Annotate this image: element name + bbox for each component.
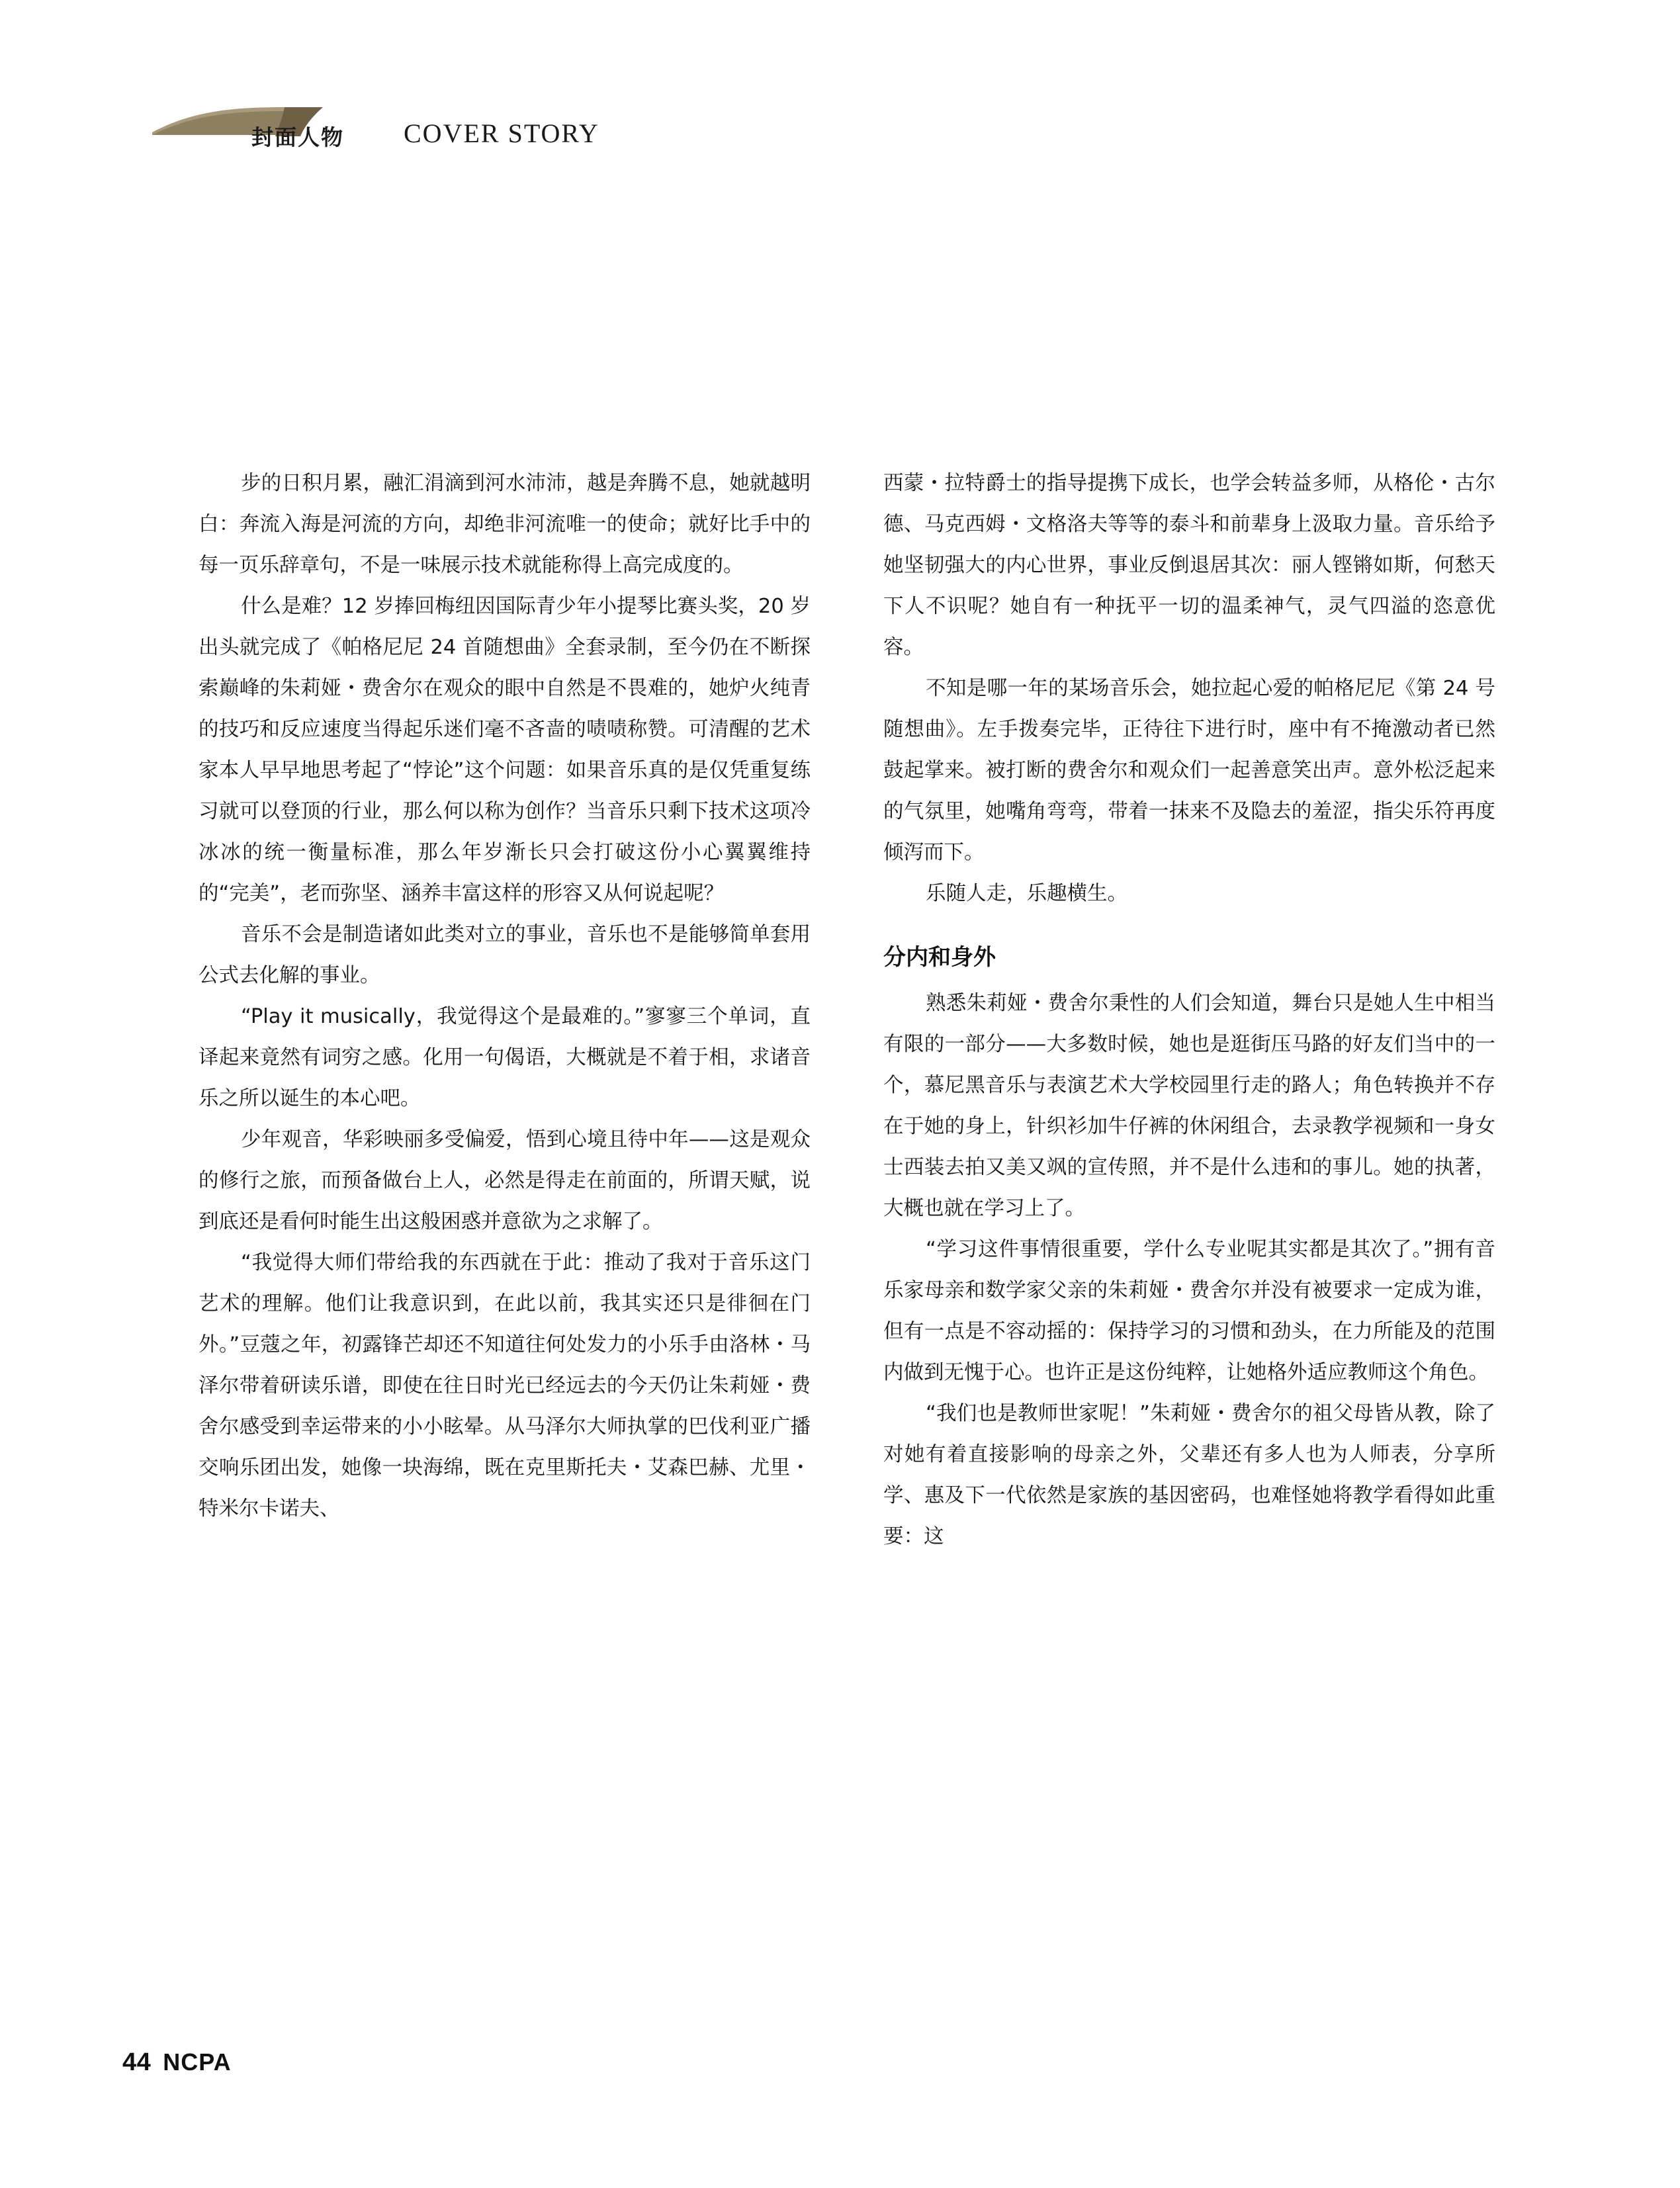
paragraph: 不知是哪一年的某场音乐会，她拉起心爱的帕格尼尼《第 24 号随想曲》。左手拨奏完毕，正待往下进行时，座中有不掩激动者已然鼓起掌来。被打断的费舍尔和观众们一起善意笑出声。意外松泛起来的气氛里，她嘴角弯弯，带着一抹来不及隐去的羞涩，指尖乐符再度倾泻而下。 (883, 677, 1495, 864)
left-column (199, 463, 811, 1557)
page-footer (122, 2048, 232, 2077)
article-body (199, 463, 1495, 1557)
page-number: 44 (122, 2048, 152, 2076)
paragraph: “Play it musically，我觉得这个是最难的。”寥寥三个单词，直译起来竟然有词穷之感。化用一句偈语，大概就是不着于相，求诸音乐之所以诞生的本心吧。 (199, 1005, 811, 1110)
paragraph: 什么是难？12 岁捧回梅纽因国际青少年小提琴比赛头奖，20 岁出头就完成了《帕格尼尼 24 首随想曲》全套录制，至今仍在不断探索巅峰的朱莉娅・费舍尔在观众的眼中自然是不畏难的，她炉火纯青的技巧和反应速度当得起乐迷们毫不吝啬的啧啧称赞。可清醒的艺术家本人早早地思考起了“悖论”这个问题：如果音乐真的是仅凭重复练习就可以登顶的行业，那么何以称为创作？当音乐只剩下技术这项冷冰冰的统一衡量标准，那么年岁渐长只会打破这份小心翼翼维持的“完美”，老而弥坚、涵养丰富这样的形容又从何说起呢？ (199, 595, 811, 905)
paragraph: “我觉得大师们带给我的东西就在于此：推动了我对于音乐这门艺术的理解。他们让我意识到，在此以前，我其实还只是徘徊在门外。”豆蔻之年，初露锋芒却还不知道往何处发力的小乐手由洛林・马泽尔带着研读乐谱，即使在往日时光已经远去的今天仍让朱莉娅・费舍尔感受到幸运带来的小小眩晕。从马泽尔大师执掌的巴伐利亚广播交响乐团出发，她像一块海绵，既在克里斯托夫・艾森巴赫、尤里・特米尔卡诺夫、 (199, 1251, 811, 1520)
paragraph: “我们也是教师世家呢！”朱莉娅・费舍尔的祖父母皆从教，除了对她有着直接影响的母亲之外，父辈还有多人也为人师表，分享所学、惠及下一代依然是家族的基因密码，也难怪她将教学看得如此重要：这 (883, 1402, 1495, 1548)
section-title-chinese: 封面人物 (251, 124, 344, 150)
paragraph: 步的日积月累，融汇涓滴到河水沛沛，越是奔腾不息，她就越明白：奔流入海是河流的方向，却绝非河流唯一的使命；就好比手中的每一页乐辞章句，不是一味展示技术就能称得上高完成度的。 (199, 472, 811, 577)
paragraph: 音乐不会是制造诸如此类对立的事业，音乐也不是能够简单套用公式去化解的事业。 (199, 923, 811, 987)
page-header (0, 106, 1680, 185)
paragraph: 熟悉朱莉娅・费舍尔秉性的人们会知道，舞台只是她人生中相当有限的一部分——大多数时候，她也是逛街压马路的好友们当中的一个，慕尼黑音乐与表演艺术大学校园里行走的路人；角色转换并不存在于她的身上，针织衫加牛仔裤的休闲组合，去录教学视频和一身女士西装去拍又美又飒的宣传照，并不是什么违和的事儿。她的执著，大概也就在学习上了。 (883, 992, 1495, 1220)
paragraph: 少年观音，华彩映丽多受偏爱，悟到心境且待中年——这是观众的修行之旅，而预备做台上人，必然是得走在前面的，所谓天赋，说到底还是看何时能生出这般困惑并意欲为之求解了。 (199, 1128, 811, 1233)
paragraph: 西蒙・拉特爵士的指导提携下成长，也学会转益多师，从格伦・古尔德、马克西姆・文格洛夫等等的泰斗和前辈身上汲取力量。音乐给予她坚韧强大的内心世界，事业反倒退居其次：丽人铿锵如斯，何愁天下人不识呢？她自有一种抚平一切的温柔神气，灵气四溢的恣意优容。 (883, 472, 1495, 659)
section-subheading: 分内和身外 (883, 944, 996, 971)
paragraph: “学习这件事情很重要，学什么专业呢其实都是其次了。”拥有音乐家母亲和数学家父亲的朱莉娅・费舍尔并没有被要求一定成为谁，但有一点是不容动摇的：保持学习的习惯和劲头，在力所能及的范围内做到无愧于心。也许正是这份纯粹，让她格外适应教师这个角色。 (883, 1238, 1495, 1384)
paragraph: 乐随人走，乐趣横生。 (926, 882, 1127, 905)
publication-name: NCPA (163, 2048, 232, 2076)
section-title-english: COVER STORY (404, 118, 599, 148)
right-column (883, 463, 1495, 1557)
